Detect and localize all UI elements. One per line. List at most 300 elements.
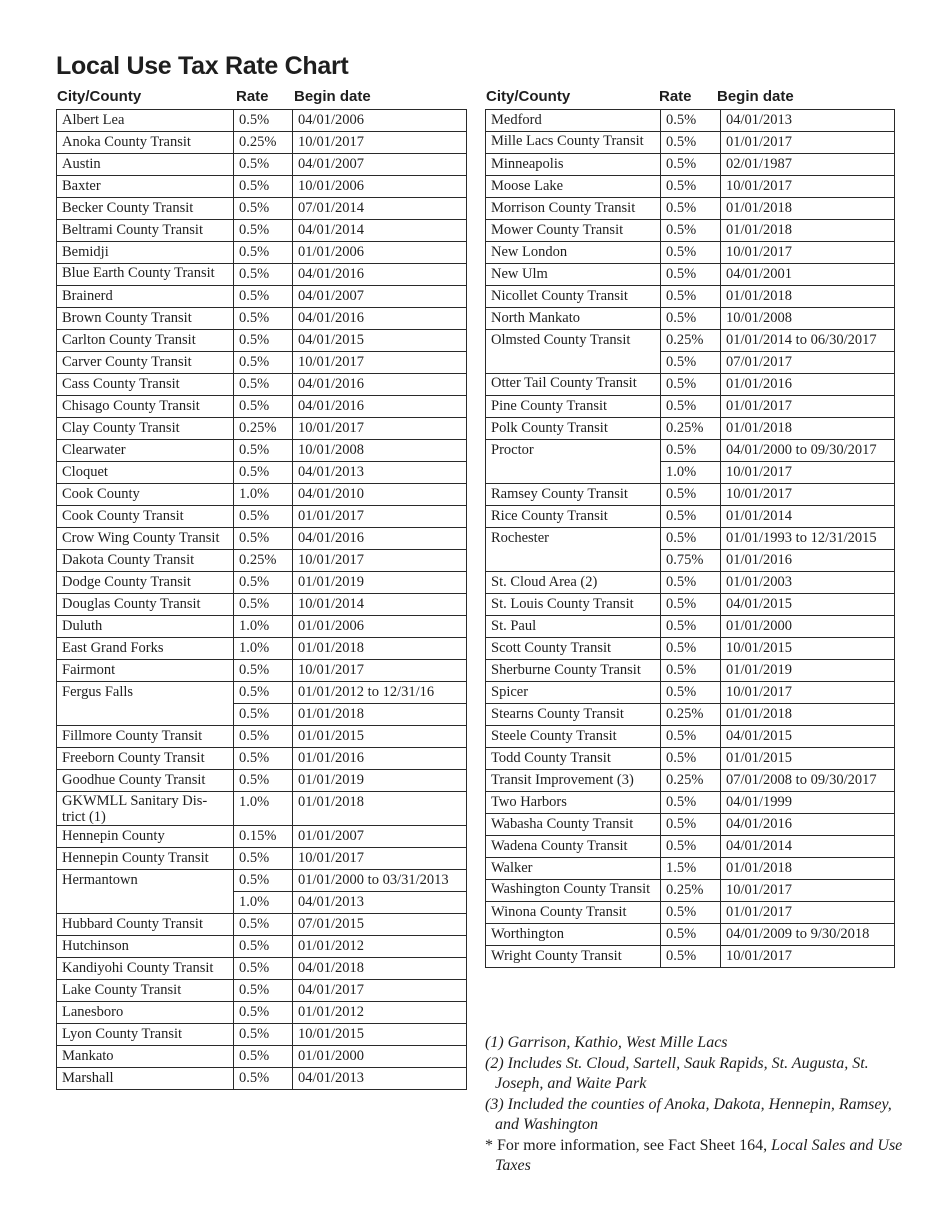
cell-city: GKWMLL Sanitary Dis-trict (1) bbox=[57, 792, 234, 826]
cell-rate: 0.5% bbox=[234, 308, 293, 330]
table-row bbox=[57, 1046, 467, 1068]
cell-rate: 0.25% bbox=[234, 550, 293, 572]
fact-sheet-title: Local Sales and Use Taxes bbox=[495, 1136, 903, 1174]
table-row bbox=[486, 902, 895, 924]
cell-date: 07/01/2008 to 09/30/2017 bbox=[721, 770, 895, 792]
more-info-note bbox=[485, 1136, 905, 1177]
cell-city: Brainerd bbox=[57, 286, 234, 308]
cell-date: 01/01/2012 bbox=[293, 936, 467, 958]
table-row bbox=[57, 264, 467, 286]
cell-city: Dodge County Transit bbox=[57, 572, 234, 594]
cell-city: Nicollet County Transit bbox=[486, 286, 661, 308]
cell-date: 07/01/2017 bbox=[721, 352, 895, 374]
cell-date: 04/01/2016 bbox=[293, 308, 467, 330]
cell-rate: 0.5% bbox=[661, 308, 721, 330]
table-row bbox=[486, 924, 895, 946]
table-row bbox=[486, 704, 895, 726]
cell-rate: 1.0% bbox=[661, 462, 721, 484]
cell-rate: 0.5% bbox=[234, 1068, 293, 1090]
cell-date: 04/01/2016 bbox=[293, 528, 467, 550]
table-row bbox=[57, 936, 467, 958]
table-row bbox=[486, 748, 895, 770]
cell-date: 04/01/2018 bbox=[293, 958, 467, 980]
cell-city: Mower County Transit bbox=[486, 220, 661, 242]
cell-date: 01/01/2018 bbox=[721, 858, 895, 880]
table-row bbox=[57, 154, 467, 176]
cell-date: 07/01/2014 bbox=[293, 198, 467, 220]
cell-city: Worthington bbox=[486, 924, 661, 946]
cell-rate: 0.5% bbox=[234, 980, 293, 1002]
cell-city: Fairmont bbox=[57, 660, 234, 682]
table-row bbox=[486, 616, 895, 638]
table-row bbox=[486, 132, 895, 154]
cell-date: 04/01/2007 bbox=[293, 154, 467, 176]
table-row bbox=[486, 286, 895, 308]
table-row bbox=[57, 682, 467, 704]
cell-city: Freeborn County Transit bbox=[57, 748, 234, 770]
table-row bbox=[486, 462, 895, 484]
table-row bbox=[57, 242, 467, 264]
cell-date: 10/01/2017 bbox=[293, 132, 467, 154]
cell-date: 10/01/2015 bbox=[293, 1024, 467, 1046]
cell-date: 01/01/2018 bbox=[721, 418, 895, 440]
cell-date: 01/01/2016 bbox=[721, 374, 895, 396]
left-table-header bbox=[56, 84, 467, 108]
left-column bbox=[56, 84, 467, 1090]
table-row bbox=[486, 264, 895, 286]
cell-city bbox=[57, 704, 234, 726]
table-row bbox=[57, 506, 467, 528]
cell-date: 04/01/2015 bbox=[293, 330, 467, 352]
table-row bbox=[57, 374, 467, 396]
cell-rate: 0.5% bbox=[661, 594, 721, 616]
cell-city: Goodhue County Transit bbox=[57, 770, 234, 792]
cell-city: Two Harbors bbox=[486, 792, 661, 814]
table-row bbox=[57, 198, 467, 220]
cell-city: Pine County Transit bbox=[486, 396, 661, 418]
cell-date: 01/01/2018 bbox=[293, 704, 467, 726]
table-row bbox=[57, 594, 467, 616]
cell-rate: 0.5% bbox=[234, 330, 293, 352]
table-row bbox=[57, 770, 467, 792]
table-row bbox=[486, 242, 895, 264]
cell-rate: 0.5% bbox=[234, 572, 293, 594]
cell-date: 10/01/2017 bbox=[293, 660, 467, 682]
cell-city: Ramsey County Transit bbox=[486, 484, 661, 506]
cell-rate: 0.5% bbox=[661, 572, 721, 594]
cell-city bbox=[486, 352, 661, 374]
cell-rate: 0.5% bbox=[661, 242, 721, 264]
cell-city: Winona County Transit bbox=[486, 902, 661, 924]
cell-date: 01/01/2017 bbox=[721, 902, 895, 924]
cell-city: Wright County Transit bbox=[486, 946, 661, 968]
table-row bbox=[486, 792, 895, 814]
cell-city: Cass County Transit bbox=[57, 374, 234, 396]
header-rate: Rate bbox=[236, 87, 269, 105]
cell-rate: 0.5% bbox=[234, 1024, 293, 1046]
cell-city: Austin bbox=[57, 154, 234, 176]
cell-date: 01/01/2019 bbox=[293, 572, 467, 594]
cell-date: 01/01/2012 bbox=[293, 1002, 467, 1024]
cell-rate: 0.5% bbox=[234, 914, 293, 936]
cell-date: 01/01/2006 bbox=[293, 616, 467, 638]
cell-date: 10/01/2017 bbox=[721, 484, 895, 506]
cell-city: Hennepin County Transit bbox=[57, 848, 234, 870]
cell-date: 01/01/2016 bbox=[721, 550, 895, 572]
cell-date: 10/01/2008 bbox=[293, 440, 467, 462]
footnote-2: (2) Includes St. Cloud, Sartell, Sauk Rapids, St. Augusta, St. Joseph, and Waite Park bbox=[485, 1054, 869, 1092]
cell-date: 04/01/2006 bbox=[293, 110, 467, 132]
cell-city: Otter Tail County Transit bbox=[486, 374, 661, 396]
cell-rate: 0.25% bbox=[661, 418, 721, 440]
table-row bbox=[486, 220, 895, 242]
cell-rate: 0.5% bbox=[661, 638, 721, 660]
table-row bbox=[486, 858, 895, 880]
cell-rate: 0.5% bbox=[234, 848, 293, 870]
table-row bbox=[486, 374, 895, 396]
cell-date: 01/01/2014 to 06/30/2017 bbox=[721, 330, 895, 352]
cell-date: 04/01/1999 bbox=[721, 792, 895, 814]
cell-city: St. Cloud Area (2) bbox=[486, 572, 661, 594]
cell-rate: 0.5% bbox=[234, 110, 293, 132]
table-row bbox=[57, 528, 467, 550]
cell-rate: 0.5% bbox=[234, 594, 293, 616]
table-row bbox=[57, 792, 467, 826]
table-row bbox=[486, 638, 895, 660]
cell-city: Wabasha County Transit bbox=[486, 814, 661, 836]
cell-rate: 0.5% bbox=[661, 814, 721, 836]
cell-rate: 0.5% bbox=[234, 958, 293, 980]
cell-date: 01/01/2014 bbox=[721, 506, 895, 528]
table-row bbox=[486, 770, 895, 792]
cell-date: 10/01/2014 bbox=[293, 594, 467, 616]
table-row bbox=[57, 726, 467, 748]
cell-date: 10/01/2017 bbox=[721, 176, 895, 198]
cell-city bbox=[57, 892, 234, 914]
table-row bbox=[486, 682, 895, 704]
cell-date: 10/01/2015 bbox=[721, 638, 895, 660]
cell-rate: 0.5% bbox=[234, 748, 293, 770]
cell-city: Bemidji bbox=[57, 242, 234, 264]
table-row bbox=[486, 418, 895, 440]
table-row bbox=[57, 462, 467, 484]
cell-date: 04/01/2007 bbox=[293, 286, 467, 308]
cell-date: 02/01/1987 bbox=[721, 154, 895, 176]
cell-rate: 1.0% bbox=[234, 892, 293, 914]
table-row bbox=[57, 958, 467, 980]
more-info-prefix: * For more information, see Fact Sheet 164, bbox=[485, 1136, 772, 1154]
cell-rate: 0.5% bbox=[234, 870, 293, 892]
cell-city: Fillmore County Transit bbox=[57, 726, 234, 748]
cell-date: 04/01/2016 bbox=[293, 374, 467, 396]
cell-city: Polk County Transit bbox=[486, 418, 661, 440]
cell-date: 01/01/2016 bbox=[293, 748, 467, 770]
cell-date: 01/01/2018 bbox=[293, 792, 467, 826]
cell-date: 01/01/2019 bbox=[293, 770, 467, 792]
cell-rate: 0.5% bbox=[234, 770, 293, 792]
cell-city: Lyon County Transit bbox=[57, 1024, 234, 1046]
cell-rate: 0.5% bbox=[661, 836, 721, 858]
cell-date: 10/01/2017 bbox=[293, 550, 467, 572]
cell-date: 04/01/2015 bbox=[721, 726, 895, 748]
cell-date: 01/01/2003 bbox=[721, 572, 895, 594]
cell-city: Cook County bbox=[57, 484, 234, 506]
cell-rate: 0.5% bbox=[661, 528, 721, 550]
cell-date: 01/01/2006 bbox=[293, 242, 467, 264]
cell-city: Marshall bbox=[57, 1068, 234, 1090]
cell-rate: 0.5% bbox=[661, 660, 721, 682]
table-row bbox=[57, 660, 467, 682]
cell-city: Rochester bbox=[486, 528, 661, 550]
cell-rate: 0.25% bbox=[661, 330, 721, 352]
cell-date: 04/01/2013 bbox=[293, 462, 467, 484]
header-date: Begin date bbox=[294, 87, 371, 105]
right-column bbox=[485, 84, 895, 968]
cell-rate: 0.5% bbox=[661, 506, 721, 528]
cell-rate: 0.75% bbox=[661, 550, 721, 572]
cell-rate: 0.5% bbox=[234, 1002, 293, 1024]
cell-rate: 0.5% bbox=[661, 396, 721, 418]
cell-city: East Grand Forks bbox=[57, 638, 234, 660]
cell-date: 01/01/2000 bbox=[721, 616, 895, 638]
table-row bbox=[57, 176, 467, 198]
cell-rate: 0.25% bbox=[234, 132, 293, 154]
cell-city: Stearns County Transit bbox=[486, 704, 661, 726]
cell-city: Chisago County Transit bbox=[57, 396, 234, 418]
table-row bbox=[57, 914, 467, 936]
table-row bbox=[486, 176, 895, 198]
cell-city: Hennepin County bbox=[57, 826, 234, 848]
table-row bbox=[486, 110, 895, 132]
right-table-header bbox=[485, 84, 895, 108]
cell-city: Spicer bbox=[486, 682, 661, 704]
table-row bbox=[486, 198, 895, 220]
cell-rate: 0.5% bbox=[234, 936, 293, 958]
cell-date: 04/01/2016 bbox=[293, 264, 467, 286]
cell-city bbox=[486, 550, 661, 572]
cell-rate: 0.5% bbox=[661, 264, 721, 286]
cell-rate: 0.5% bbox=[661, 484, 721, 506]
cell-date: 04/01/2009 to 9/30/2018 bbox=[721, 924, 895, 946]
cell-city: Fergus Falls bbox=[57, 682, 234, 704]
table-row bbox=[57, 132, 467, 154]
table-row bbox=[57, 308, 467, 330]
cell-city: Scott County Transit bbox=[486, 638, 661, 660]
table-row bbox=[57, 748, 467, 770]
cell-date: 01/01/2017 bbox=[293, 506, 467, 528]
cell-city: Wadena County Transit bbox=[486, 836, 661, 858]
cell-date: 01/01/2018 bbox=[293, 638, 467, 660]
cell-date: 04/01/2001 bbox=[721, 264, 895, 286]
cell-date: 10/01/2017 bbox=[721, 880, 895, 902]
table-row bbox=[486, 484, 895, 506]
cell-date: 01/01/2018 bbox=[721, 286, 895, 308]
cell-date: 01/01/1993 to 12/31/2015 bbox=[721, 528, 895, 550]
cell-rate: 0.25% bbox=[661, 770, 721, 792]
cell-city: Anoka County Transit bbox=[57, 132, 234, 154]
cell-date: 10/01/2017 bbox=[293, 418, 467, 440]
cell-city: Albert Lea bbox=[57, 110, 234, 132]
cell-date: 10/01/2017 bbox=[721, 242, 895, 264]
cell-date: 10/01/2017 bbox=[293, 352, 467, 374]
right-rate-table bbox=[485, 109, 895, 968]
table-row bbox=[486, 308, 895, 330]
cell-rate: 0.5% bbox=[234, 660, 293, 682]
cell-rate: 0.5% bbox=[234, 264, 293, 286]
cell-date: 10/01/2017 bbox=[721, 946, 895, 968]
cell-rate: 1.0% bbox=[234, 792, 293, 826]
table-row bbox=[57, 870, 467, 892]
cell-city: Carver County Transit bbox=[57, 352, 234, 374]
cell-city: Todd County Transit bbox=[486, 748, 661, 770]
table-row bbox=[57, 616, 467, 638]
cell-rate: 0.5% bbox=[234, 726, 293, 748]
table-row bbox=[57, 330, 467, 352]
table-row bbox=[486, 396, 895, 418]
cell-date: 10/01/2017 bbox=[293, 848, 467, 870]
table-row bbox=[57, 396, 467, 418]
cell-date: 04/01/2013 bbox=[293, 892, 467, 914]
cell-city: Crow Wing County Transit bbox=[57, 528, 234, 550]
cell-rate: 1.0% bbox=[234, 638, 293, 660]
cell-rate: 0.5% bbox=[234, 682, 293, 704]
cell-date: 04/01/2015 bbox=[721, 594, 895, 616]
cell-city: Lanesboro bbox=[57, 1002, 234, 1024]
cell-date: 01/01/2018 bbox=[721, 198, 895, 220]
cell-rate: 0.5% bbox=[661, 110, 721, 132]
table-row bbox=[57, 220, 467, 242]
cell-rate: 0.5% bbox=[234, 1046, 293, 1068]
cell-city: Proctor bbox=[486, 440, 661, 462]
cell-city: Hubbard County Transit bbox=[57, 914, 234, 936]
cell-rate: 0.5% bbox=[661, 792, 721, 814]
cell-city: Mankato bbox=[57, 1046, 234, 1068]
cell-rate: 0.5% bbox=[234, 462, 293, 484]
left-rate-table bbox=[56, 109, 467, 1090]
table-row bbox=[57, 1002, 467, 1024]
cell-date: 10/01/2006 bbox=[293, 176, 467, 198]
table-row bbox=[57, 418, 467, 440]
header-city: City/County bbox=[486, 87, 571, 105]
cell-date: 04/01/2013 bbox=[721, 110, 895, 132]
cell-city: Steele County Transit bbox=[486, 726, 661, 748]
cell-date: 04/01/2013 bbox=[293, 1068, 467, 1090]
cell-rate: 0.5% bbox=[661, 902, 721, 924]
table-row bbox=[486, 594, 895, 616]
footnote-1: (1) Garrison, Kathio, West Mille Lacs bbox=[485, 1034, 728, 1051]
cell-date: 10/01/2017 bbox=[721, 462, 895, 484]
table-row bbox=[486, 550, 895, 572]
table-row bbox=[486, 440, 895, 462]
cell-rate: 0.5% bbox=[661, 132, 721, 154]
cell-city: Kandiyohi County Transit bbox=[57, 958, 234, 980]
cell-rate: 0.5% bbox=[661, 726, 721, 748]
cell-rate: 0.5% bbox=[234, 286, 293, 308]
cell-date: 01/01/2015 bbox=[293, 726, 467, 748]
table-row bbox=[486, 880, 895, 902]
cell-city: Morrison County Transit bbox=[486, 198, 661, 220]
cell-date: 01/01/2018 bbox=[721, 220, 895, 242]
cell-date: 01/01/2000 bbox=[293, 1046, 467, 1068]
cell-rate: 0.25% bbox=[661, 704, 721, 726]
table-row bbox=[486, 528, 895, 550]
table-row bbox=[57, 1068, 467, 1090]
cell-date: 01/01/2019 bbox=[721, 660, 895, 682]
table-row bbox=[486, 946, 895, 968]
cell-city: Moose Lake bbox=[486, 176, 661, 198]
cell-city: Washington County Transit bbox=[486, 880, 661, 902]
cell-rate: 0.5% bbox=[661, 616, 721, 638]
cell-city: St. Louis County Transit bbox=[486, 594, 661, 616]
table-row bbox=[57, 286, 467, 308]
table-row bbox=[486, 572, 895, 594]
cell-city: Hutchinson bbox=[57, 936, 234, 958]
table-row bbox=[57, 892, 467, 914]
cell-rate: 0.5% bbox=[661, 682, 721, 704]
cell-date: 01/01/2007 bbox=[293, 826, 467, 848]
cell-date: 10/01/2008 bbox=[721, 308, 895, 330]
table-row bbox=[57, 704, 467, 726]
cell-rate: 0.5% bbox=[661, 946, 721, 968]
page-title: Local Use Tax Rate Chart bbox=[56, 52, 349, 80]
cell-rate: 0.5% bbox=[234, 352, 293, 374]
cell-rate: 1.5% bbox=[661, 858, 721, 880]
table-row bbox=[486, 154, 895, 176]
cell-date: 04/01/2014 bbox=[293, 220, 467, 242]
cell-date: 01/01/2000 to 03/31/2013 bbox=[293, 870, 467, 892]
header-city: City/County bbox=[57, 87, 142, 105]
cell-rate: 0.5% bbox=[234, 198, 293, 220]
cell-rate: 0.5% bbox=[661, 176, 721, 198]
cell-city: Clay County Transit bbox=[57, 418, 234, 440]
cell-city: Sherburne County Transit bbox=[486, 660, 661, 682]
table-row bbox=[486, 506, 895, 528]
cell-date: 04/01/2014 bbox=[721, 836, 895, 858]
cell-date: 04/01/2010 bbox=[293, 484, 467, 506]
cell-city: Mille Lacs County Transit bbox=[486, 132, 661, 154]
cell-city: St. Paul bbox=[486, 616, 661, 638]
cell-date: 04/01/2000 to 09/30/2017 bbox=[721, 440, 895, 462]
cell-rate: 0.5% bbox=[661, 374, 721, 396]
table-row bbox=[57, 440, 467, 462]
table-row bbox=[486, 330, 895, 352]
cell-date: 01/01/2017 bbox=[721, 396, 895, 418]
cell-city: Baxter bbox=[57, 176, 234, 198]
cell-rate: 0.5% bbox=[234, 374, 293, 396]
table-row bbox=[486, 726, 895, 748]
cell-rate: 0.5% bbox=[234, 528, 293, 550]
cell-rate: 0.5% bbox=[234, 176, 293, 198]
cell-city: Hermantown bbox=[57, 870, 234, 892]
table-row bbox=[57, 110, 467, 132]
cell-city: Duluth bbox=[57, 616, 234, 638]
header-rate: Rate bbox=[659, 87, 692, 105]
cell-city: Dakota County Transit bbox=[57, 550, 234, 572]
cell-date: 01/01/2018 bbox=[721, 704, 895, 726]
cell-rate: 0.5% bbox=[661, 154, 721, 176]
cell-rate: 0.5% bbox=[234, 242, 293, 264]
cell-rate: 0.5% bbox=[661, 352, 721, 374]
cell-rate: 0.5% bbox=[661, 748, 721, 770]
cell-rate: 0.5% bbox=[234, 220, 293, 242]
cell-date: 01/01/2012 to 12/31/16 bbox=[293, 682, 467, 704]
cell-city: Cook County Transit bbox=[57, 506, 234, 528]
cell-city: Douglas County Transit bbox=[57, 594, 234, 616]
cell-rate: 0.5% bbox=[234, 396, 293, 418]
table-row bbox=[57, 1024, 467, 1046]
cell-date: 10/01/2017 bbox=[721, 682, 895, 704]
cell-city: Clearwater bbox=[57, 440, 234, 462]
